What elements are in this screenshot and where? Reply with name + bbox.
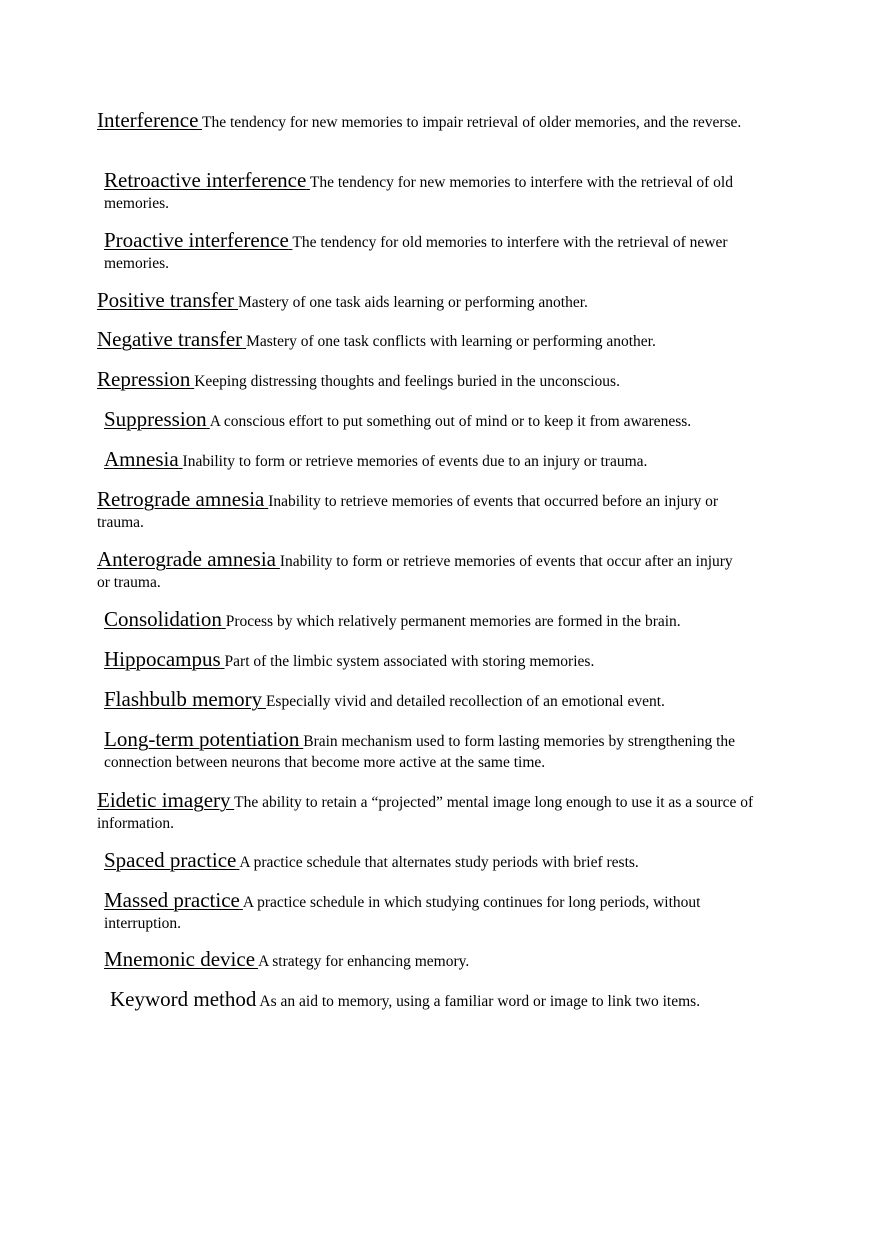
- entry-keyword-method: [110, 989, 790, 1012]
- definition-repression: Keeping distressing thoughts and feelings buried in the unconscious.: [194, 373, 620, 390]
- term-amnesia: Amnesia: [104, 447, 179, 471]
- entry-proactive-interference: [104, 230, 764, 274]
- definition-spaced-practice: A practice schedule that alternates study periods with brief rests.: [239, 854, 639, 871]
- term-long-term-potentiation: Long-term potentiation: [104, 727, 300, 751]
- definition-retrograde-amnesia: Inability to retrieve memories of events that occurred before an injury or trauma.: [97, 493, 718, 531]
- definition-suppression: A conscious effort to put something out of mind or to keep it from awareness.: [209, 413, 692, 430]
- definition-anterograde-amnesia: Inability to form or retrieve memories of events that occur after an injury or trauma.: [97, 553, 733, 591]
- term-repression: Repression: [97, 367, 191, 391]
- term-suppression: Suppression: [104, 407, 207, 431]
- term-eidetic-imagery: Eidetic imagery: [97, 788, 231, 812]
- definition-keyword-method: As an aid to memory, using a familiar word or image to link two items.: [259, 993, 701, 1010]
- entry-eidetic-imagery: [97, 790, 767, 834]
- definition-flashbulb-memory: Especially vivid and detailed recollection of an emotional event.: [265, 693, 665, 710]
- entry-flashbulb-memory: [104, 689, 784, 712]
- term-retroactive-interference: Retroactive interference: [104, 168, 307, 192]
- entry-mnemonic-device: [104, 949, 784, 972]
- term-keyword-method: Keyword method: [110, 987, 257, 1011]
- entry-long-term-potentiation: [104, 729, 744, 773]
- definition-eidetic-imagery: The ability to retain a “projected” mental image long enough to use it as a source of information.: [97, 794, 754, 832]
- definition-consolidation: Process by which relatively permanent memories are formed in the brain.: [225, 613, 681, 630]
- term-mnemonic-device: Mnemonic device: [104, 947, 256, 971]
- entry-positive-transfer: [97, 290, 767, 313]
- term-hippocampus: Hippocampus: [104, 647, 221, 671]
- definition-positive-transfer: Mastery of one task aids learning or performing another.: [237, 294, 588, 311]
- entry-negative-transfer: [97, 329, 767, 352]
- term-consolidation: Consolidation: [104, 607, 222, 631]
- term-positive-transfer: Positive transfer: [97, 288, 235, 312]
- term-interference: Interference: [97, 108, 199, 132]
- definition-retroactive-interference: The tendency for new memories to interfere with the retrieval of old memories.: [104, 174, 733, 212]
- definition-proactive-interference: The tendency for old memories to interfere with the retrieval of newer memories.: [104, 234, 728, 272]
- term-retrograde-amnesia: Retrograde amnesia: [97, 487, 265, 511]
- entry-anterograde-amnesia: [97, 549, 747, 593]
- definition-interference: The tendency for new memories to impair retrieval of older memories, and the reverse.: [202, 114, 742, 131]
- entry-repression: [97, 369, 767, 392]
- definition-massed-practice: A practice schedule in which studying continues for long periods, without interruption.: [104, 894, 701, 932]
- entry-hippocampus: [104, 649, 784, 672]
- definition-mnemonic-device: A strategy for enhancing memory.: [258, 953, 470, 970]
- entry-massed-practice: [104, 890, 774, 934]
- entry-retroactive-interference: [104, 170, 764, 214]
- entry-interference: [97, 110, 742, 133]
- term-negative-transfer: Negative transfer: [97, 327, 243, 351]
- entry-amnesia: [104, 449, 784, 472]
- entry-suppression: [104, 409, 784, 432]
- definition-hippocampus: Part of the limbic system associated with storing memories.: [224, 653, 595, 670]
- entry-consolidation: [104, 609, 784, 632]
- entry-retrograde-amnesia: [97, 489, 732, 533]
- definition-long-term-potentiation: Brain mechanism used to form lasting memories by strengthening the connection between neurons that become more active at the same time.: [104, 733, 736, 771]
- term-spaced-practice: Spaced practice: [104, 848, 237, 872]
- term-proactive-interference: Proactive interference: [104, 228, 289, 252]
- term-anterograde-amnesia: Anterograde amnesia: [97, 547, 277, 571]
- definition-negative-transfer: Mastery of one task conflicts with learning or performing another.: [246, 333, 656, 350]
- term-flashbulb-memory: Flashbulb memory: [104, 687, 263, 711]
- entry-spaced-practice: [104, 850, 784, 873]
- term-massed-practice: Massed practice: [104, 888, 240, 912]
- definition-amnesia: Inability to form or retrieve memories of events due to an injury or trauma.: [182, 453, 648, 470]
